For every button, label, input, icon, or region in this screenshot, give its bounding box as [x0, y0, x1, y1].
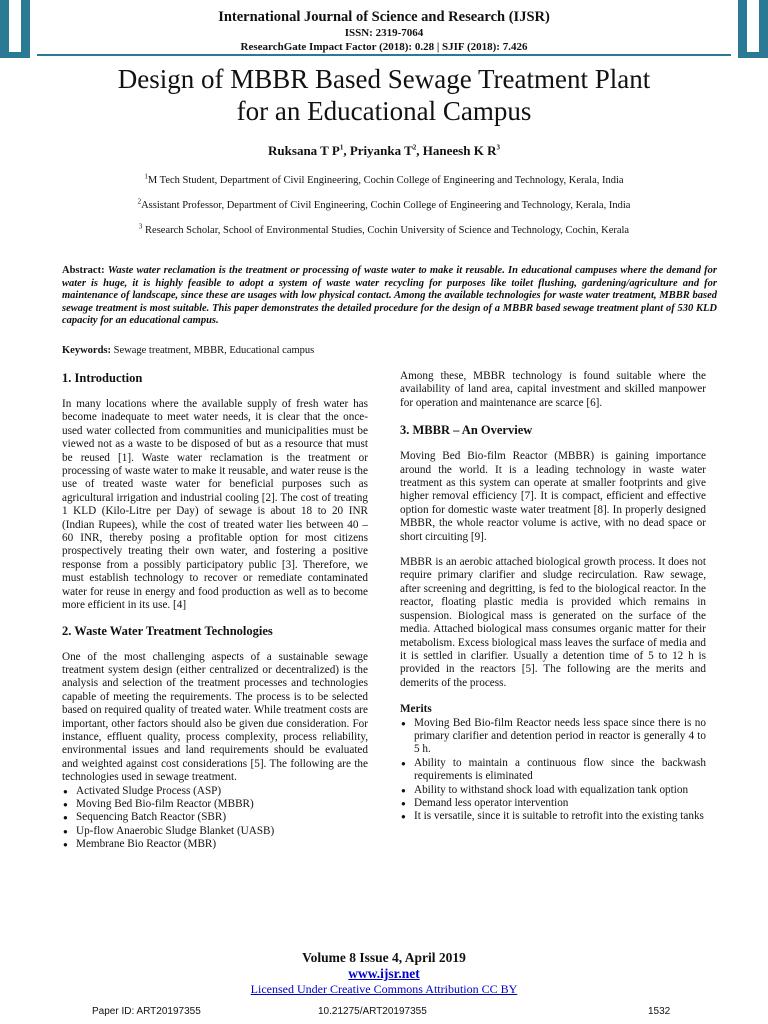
- list-item: ● Moving Bed Bio-film Reactor needs less space since there is no primary clarifier and detention period in reactor is generally 4 to 5 h.: [400, 717, 706, 757]
- author-name: Priyanka T: [349, 143, 413, 158]
- journal-website-link[interactable]: www.ijsr.net: [348, 966, 420, 981]
- affiliation-3: [40, 224, 728, 237]
- introduction-paragraph: In many locations where the available supply of fresh water has become inadequate to meet water needs, it is clear that the once-used water collected from communities and municipalities must be viewed not as a waste to be disposed of but as a resource that must be reused [1]. Waste water reclamation is the treatment or processing of waste water to make it reusable, and water reuse is the use of treated waste water for beneficial purposes such as agricultural irrigation and industrial cooling [2]. The cost of treating 1 KLD (Kilo-Litre per Day) of sewage is about 18 to 20 INR (Indian Rupees), while the cost of treated water lies between 40 – 60 INR, thereby posing a profitable option for most citizens prospectively treating their own water, and fostering a positive response from a possibly participatory public [3]. Therefore, we must establish technology to recover or remediate contaminated water for reuse in energy and food production as well as to become more efficient in its use. [4]: [62, 398, 368, 612]
- journal-header: [0, 8, 768, 54]
- section-heading-introduction: 1. Introduction: [62, 371, 143, 385]
- technologies-continued-paragraph: Among these, MBBR technology is found suitable where the availability of land area, capital investment and skilled manpower for operation and maintenance are scarce [6].: [400, 370, 706, 409]
- list-item: ● Ability to withstand shock load with equalization tank option: [400, 784, 706, 797]
- abstract-text: Waste water reclamation is the treatment or processing of waste water to make it reusable. In educational campuses where the demand for water is huge, it is highly feasible to adopt a system of waste water recycling for purposes like toilet flushing, gardening/agriculture and for maintenance of landscape, since these are usages with low physical contact. Among the available technologies for waste water treatment, MBBR based sewage treatment is most suitable. This paper demonstrates the detailed procedure for the design of a MBBR based sewage treatment plant of 530 KLD capacity for an educational campus.: [62, 265, 717, 326]
- technology-list: [62, 785, 368, 852]
- affiliation-mark: 3: [138, 222, 143, 231]
- paper-id: Paper ID: ART20197355: [92, 1006, 201, 1017]
- author-affil-mark: 1: [339, 143, 344, 152]
- list-item: ● Up-flow Anaerobic Sludge Blanket (UASB): [62, 825, 368, 838]
- affiliation-mark: 2: [137, 197, 142, 206]
- list-item: ● Activated Sludge Process (ASP): [62, 785, 368, 798]
- list-item: ● Demand less operator intervention: [400, 797, 706, 810]
- keywords: [62, 345, 717, 356]
- list-item: ● Moving Bed Bio-film Reactor (MBBR): [62, 798, 368, 811]
- treatment-technologies-paragraph: One of the most challenging aspects of a sustainable sewage treatment system design (either centralized or decentralized) is the analysis and selection of the treatment processes and technologies capable of meeting the requirements. The process is to be selected based on required quality of treated water. While treatment costs are important, other factors should also be given due consideration. For instance, effluent quality, process complexity, process reliability, environmental issues and land requirements should be evaluated and weighted against cost considerations [5]. The following are the technologies used in sewage treatment.: [62, 650, 368, 784]
- section-heading-treatment-technologies: 2. Waste Water Treatment Technologies: [62, 623, 273, 638]
- author-list: Ruksana T $P^1$, Priyanka $T^2$, Haneesh K $R^3$: [268, 143, 500, 158]
- header-divider: [37, 54, 731, 56]
- merits-list: [400, 717, 706, 824]
- affiliation-2: [40, 199, 728, 212]
- mbbr-paragraph-2: MBBR is an aerobic attached biological growth process. It does not require primary clarifier and sludge recirculation. Raw sewage, after screening and degritting, is fed to the biological reactor. In the reactor, floating plastic media is provided which remains in suspension. Biological mass is generated on the surface of the media. Attached biological mass consumes organic matter for their metabolism. Excess biological mass leaves the surface of media and it is settled in clarifier. Usually a detention time of 5 to 12 h is provided in the reactors [5]. The following are the merits and demerits of the process.: [400, 556, 706, 689]
- mbbr-paragraph-1: Moving Bed Bio-film Reactor (MBBR) is gaining importance around the world. It is a leading technology in waste water treatment as this system can operate at smaller footprints and give higher removal efficiency [7]. It is compact, efficient and effective option for domestic waste water treatment [8]. In properly designed MBBR, the whole reactor volume is active, with no dead space or short circuiting [9].: [400, 450, 706, 543]
- left-column: [62, 370, 368, 852]
- volume-issue: Volume 8 Issue 4, April 2019: [302, 950, 466, 965]
- list-item: ● Sequencing Batch Reactor (SBR): [62, 811, 368, 824]
- journal-issn: ISSN: 2319-7064: [344, 27, 424, 39]
- list-item: ● Membrane Bio Reactor (MBR): [62, 838, 368, 851]
- affiliation-text: M Tech Student, Department of Civil Engineering, Cochin College of Engineering and Technology, Kerala, India: [147, 175, 624, 186]
- keywords-text: Sewage treatment, MBBR, Educational campus: [113, 345, 315, 356]
- page-footer: [0, 950, 768, 997]
- keywords-label: Keywords:: [62, 345, 111, 356]
- merits-heading: Merits: [400, 703, 432, 716]
- list-item: ● It is versatile, since it is suitable to retrofit into the existing tanks: [400, 810, 706, 823]
- affiliation-1: [40, 174, 728, 187]
- doi: 10.21275/ART20197355: [318, 1006, 427, 1017]
- author-affil-mark: 3: [496, 143, 500, 152]
- abstract: [62, 265, 717, 328]
- list-item: ● Ability to maintain a continuous flow since the backwash requirements is eliminated: [400, 757, 706, 784]
- affiliation-mark: 1: [144, 172, 148, 181]
- right-column: [400, 370, 706, 824]
- journal-impact-factor: ResearchGate Impact Factor (2018): 0.28 | SJIF (2018): 7.426: [240, 41, 528, 53]
- paper-title: [40, 63, 728, 127]
- affiliation-text: Research Scholar, School of Environmental Studies, Cochin University of Science and Technology, Cochin, Kerala: [142, 225, 630, 236]
- section-heading-mbbr-overview: 3. MBBR – An Overview: [400, 423, 533, 438]
- author-name: Ruksana T P: [268, 143, 340, 158]
- journal-name: International Journal of Science and Research (IJSR): [218, 9, 550, 25]
- paper-title-line-2: for an Educational Campus: [236, 96, 532, 126]
- abstract-label: Abstract:: [62, 265, 105, 276]
- license-link[interactable]: Licensed Under Creative Commons Attribution CC BY: [250, 982, 518, 996]
- page-number: 1532: [648, 1006, 671, 1017]
- affiliation-text: Assistant Professor, Department of Civil Engineering, Cochin College of Engineering and Technology, Kerala, India: [141, 200, 631, 211]
- paper-title-line-1: Design of MBBR Based Sewage Treatment Plant: [117, 64, 651, 94]
- author-affil-mark: 2: [412, 143, 417, 152]
- author-name: Haneesh K R: [422, 143, 497, 158]
